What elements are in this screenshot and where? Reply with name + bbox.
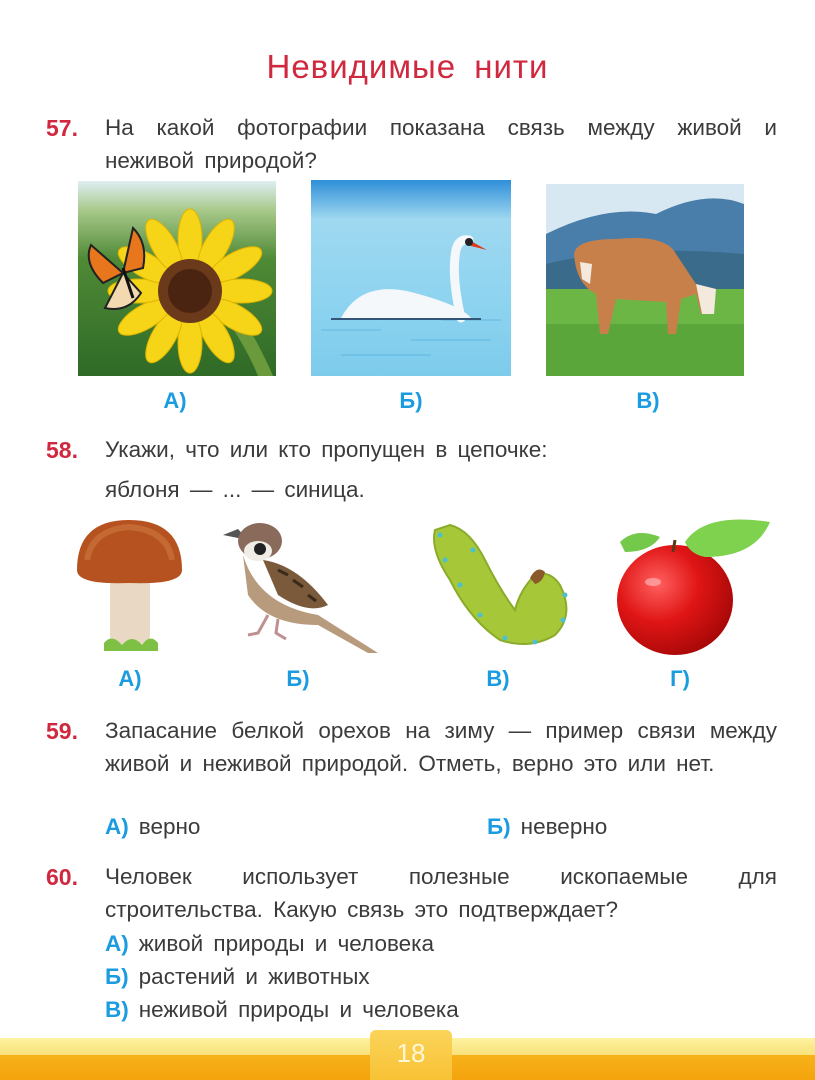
- photo-apple[interactable]: [615, 512, 775, 657]
- question-text-59: Запасание белкой орехов на зиму — пример связи между живой и неживой природой. Отметь, верно это или нет.: [105, 718, 777, 776]
- question-text-58-line1: Укажи, что или кто пропущен в цепочке:: [105, 437, 548, 462]
- option-text: растений и животных: [138, 964, 370, 989]
- page-title: Невидимые нити: [266, 48, 549, 85]
- swan-image: [311, 180, 511, 376]
- footer-band: [0, 1018, 815, 1080]
- option-label-58-d[interactable]: Г): [670, 666, 690, 691]
- option-text: неверно: [520, 814, 608, 839]
- option-label-57-b[interactable]: Б): [399, 388, 423, 413]
- option-text: верно: [138, 814, 201, 839]
- photo-cow[interactable]: [546, 184, 744, 376]
- option-label: Б): [105, 964, 129, 989]
- question-text-60: Человек использует полезные ископаемые для строительства. Какую связь это подтверждает?: [105, 864, 777, 922]
- option-59-a[interactable]: [105, 814, 200, 840]
- question-number-58: 58.: [46, 437, 78, 463]
- option-60-a[interactable]: [105, 931, 434, 957]
- butterfly-sunflower-image: [78, 181, 276, 376]
- question-text-57: На какой фотографии показана связь между живой и неживой природой?: [105, 115, 777, 173]
- question-number-59: 59.: [46, 718, 78, 744]
- option-label-57-a[interactable]: А): [163, 388, 187, 413]
- photo-sparrow[interactable]: [218, 515, 388, 657]
- option-label-57-c[interactable]: В): [636, 388, 660, 413]
- photo-swan[interactable]: [311, 180, 511, 376]
- mushroom-image: [72, 515, 187, 657]
- page-number-tab: [370, 1030, 452, 1080]
- photo-butterfly-sunflower[interactable]: [78, 181, 276, 376]
- cow-image: [546, 184, 744, 376]
- apple-image: [615, 512, 775, 657]
- photo-caterpillar[interactable]: [425, 520, 580, 655]
- option-label: В): [105, 997, 129, 1022]
- option-label: А): [105, 814, 129, 839]
- option-text: неживой природы и человека: [138, 997, 459, 1022]
- question-number-60: 60.: [46, 864, 78, 890]
- option-59-b[interactable]: [487, 814, 607, 840]
- question-number-57: 57.: [46, 115, 78, 141]
- option-label-58-b[interactable]: Б): [286, 666, 310, 691]
- option-label: А): [105, 931, 129, 956]
- option-label-58-c[interactable]: В): [486, 666, 510, 691]
- option-60-b[interactable]: [105, 964, 370, 990]
- page-number: 18: [396, 1038, 426, 1068]
- caterpillar-image: [425, 520, 580, 655]
- option-text: живой природы и человека: [138, 931, 435, 956]
- question-text-58-line2: яблоня — ... — синица.: [105, 477, 365, 502]
- photo-mushroom[interactable]: [72, 515, 187, 657]
- option-label-58-a[interactable]: А): [118, 666, 142, 691]
- option-label: Б): [487, 814, 511, 839]
- sparrow-image: [218, 515, 388, 657]
